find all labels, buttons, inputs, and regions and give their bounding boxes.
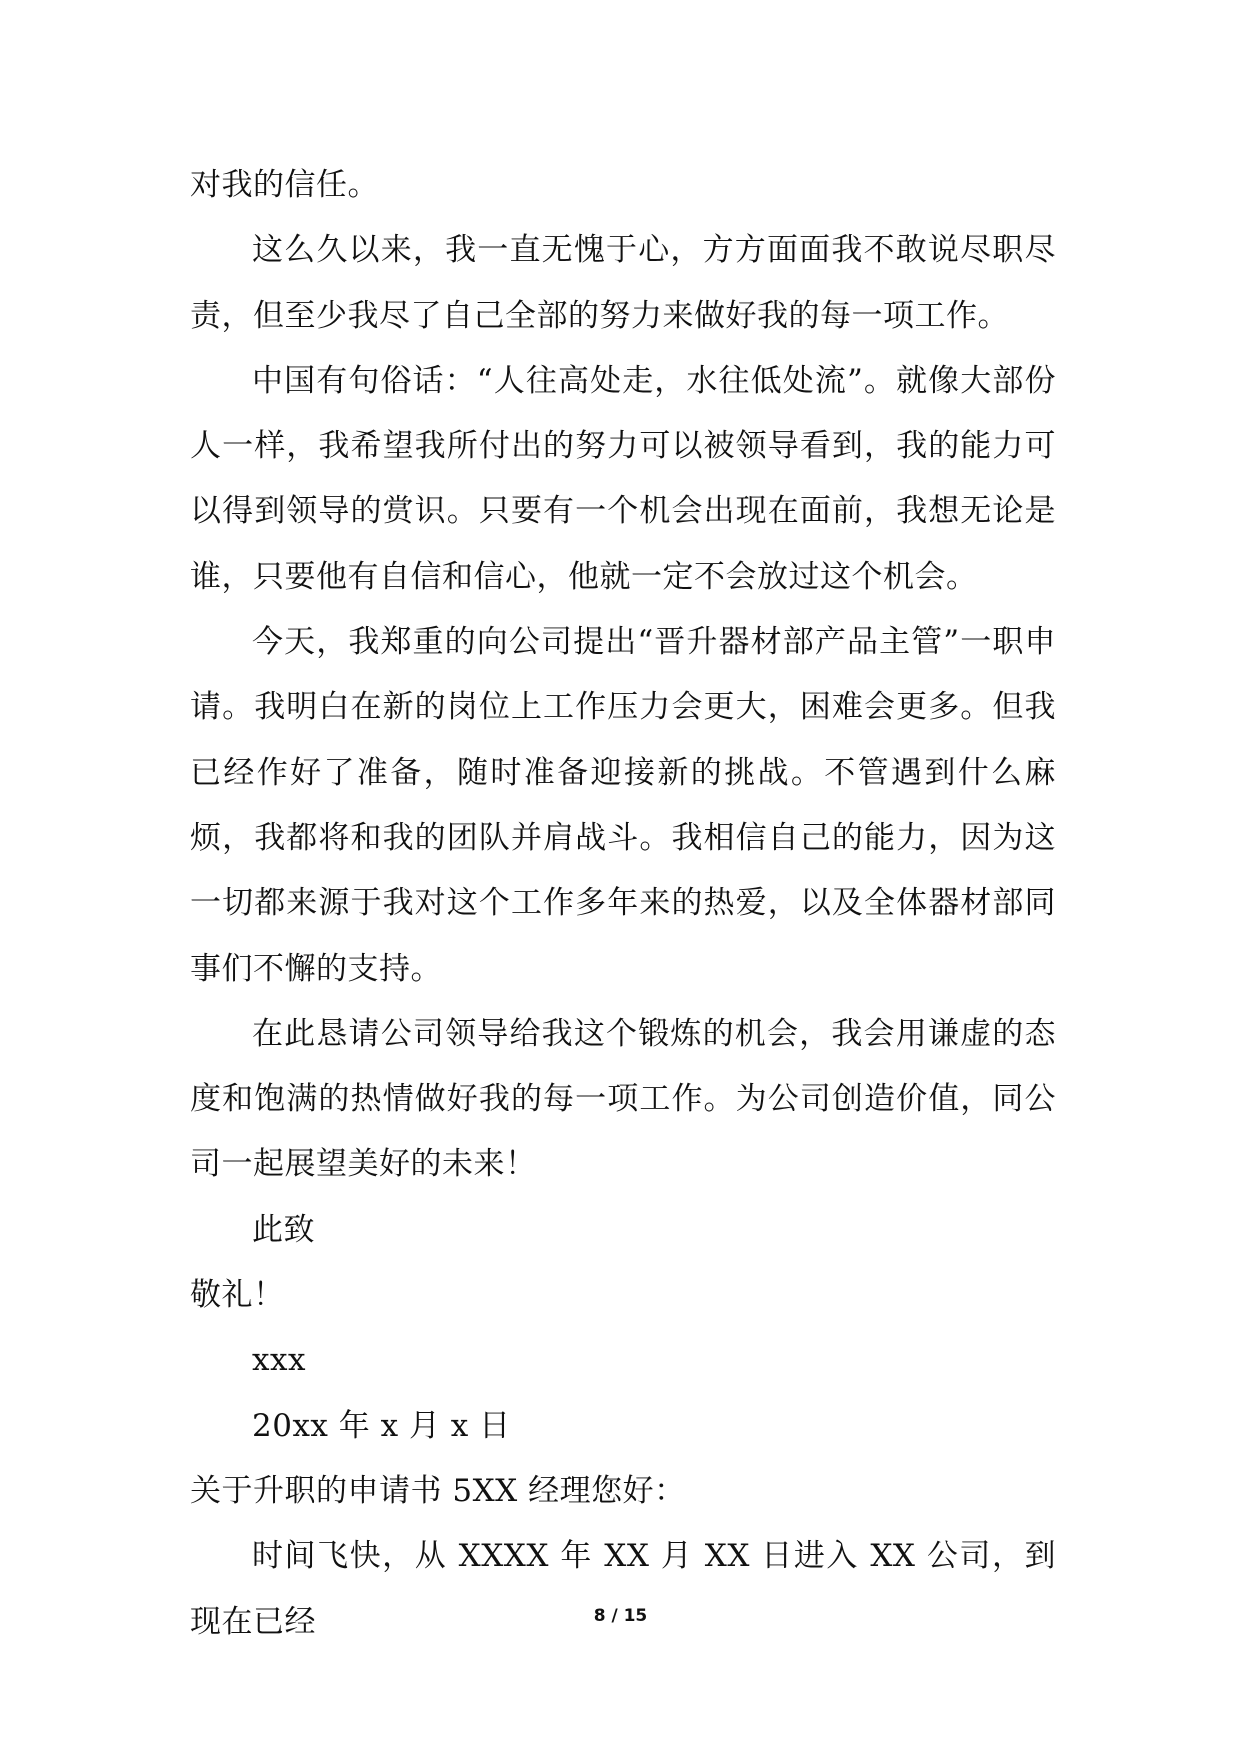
section-heading: 关于升职的申请书 5XX 经理您好： <box>190 1472 686 1509</box>
paragraph-next-letter: 时间飞快，从 XXXX 年 XX 月 XX 日进入 XX 公司，到现在已经 <box>190 1538 1056 1640</box>
signature-date: 20xx 年 x 月 x 日 <box>252 1407 511 1444</box>
closing-salutation: 此致 <box>252 1211 315 1248</box>
paragraph-continuation: 对我的信任。 <box>190 167 379 203</box>
paragraph-proverb: 中国有句俗话：“人往高处走，水往低处流”。就像大部份人一样，我希望我所付出的努力可以被领导看到，我的能力可以得到领导的赏识。只要有一个机会出现在面前，我想无论是谁，只要他有自信和信心，他就一定不会放过这个机会。 <box>190 362 1056 595</box>
signature-name: xxx <box>252 1342 306 1379</box>
closing-regards: 敬礼！ <box>190 1277 285 1314</box>
paragraph-request: 在此恳请公司领导给我这个锻炼的机会，我会用谦虚的态度和饱满的热情做好我的每一项工作。为公司创造价值，同公司一起展望美好的未来！ <box>190 1015 1056 1183</box>
paragraph-application: 今天，我郑重的向公司提出“晋升器材部产品主管”一职申请。我明白在新的岗位上工作压力会更大，困难会更多。但我已经作好了准备，随时准备迎接新的挑战。不管遇到什么麻烦，我都将和我的团队并肩战斗。我相信自己的能力，因为这一切都来源于我对这个工作多年来的热爱，以及全体器材部同事们不懈的支持。 <box>190 624 1056 987</box>
paragraph-dedication: 这么久以来，我一直无愧于心，方方面面我不敢说尽职尽责，但至少我尽了自己全部的努力来做好我的每一项工作。 <box>190 232 1056 334</box>
document-body <box>190 153 1056 1655</box>
page-number: 8 / 15 <box>593 1606 648 1626</box>
